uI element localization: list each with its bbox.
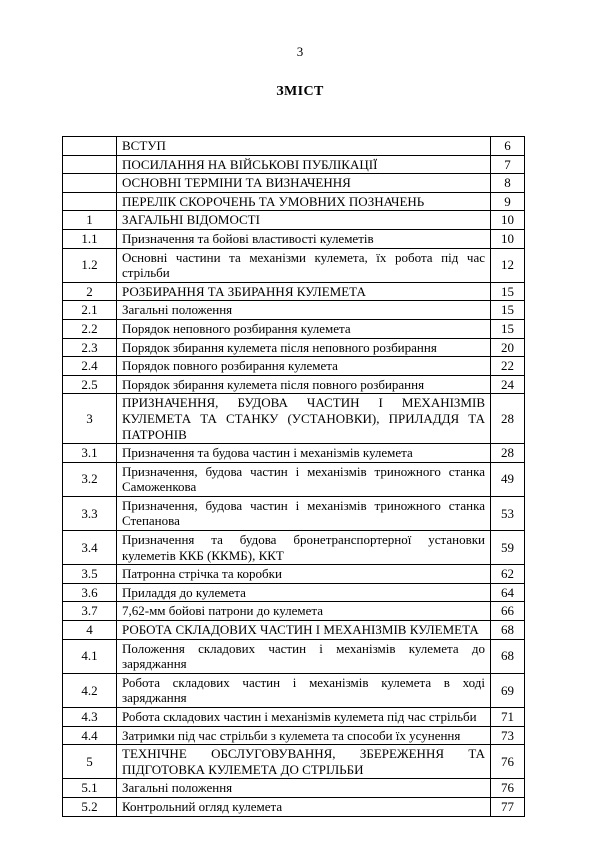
row-section-title: 7,62-мм бойові патрони до кулемета	[117, 602, 491, 621]
row-section-number: 5.2	[63, 797, 117, 816]
row-section-number: 3.3	[63, 496, 117, 530]
row-section-number: 5	[63, 745, 117, 779]
table-row	[63, 394, 525, 444]
table-row	[63, 726, 525, 745]
row-section-number	[63, 137, 117, 156]
row-page-number: 64	[491, 583, 525, 602]
table-row	[63, 282, 525, 301]
row-section-title: ПОСИЛАННЯ НА ВІЙСЬКОВІ ПУБЛІКАЦІЇ	[117, 155, 491, 174]
row-section-number: 4	[63, 621, 117, 640]
row-section-title: Контрольний огляд кулемета	[117, 797, 491, 816]
row-page-number: 15	[491, 301, 525, 320]
row-section-number	[63, 155, 117, 174]
row-section-title: ТЕХНІЧНЕ ОБСЛУГОВУВАННЯ, ЗБЕРЕЖЕННЯ ТА ПІДГОТОВКА КУЛЕМЕТА ДО СТРІЛЬБИ	[117, 745, 491, 779]
row-section-title: Загальні положення	[117, 779, 491, 798]
table-row	[63, 229, 525, 248]
page-title: ЗМІСТ	[276, 84, 324, 99]
table-row	[63, 319, 525, 338]
row-section-title: ОСНОВНІ ТЕРМІНИ ТА ВИЗНАЧЕННЯ	[117, 174, 491, 193]
table-row	[63, 375, 525, 394]
table-row	[63, 745, 525, 779]
row-section-number: 3.2	[63, 462, 117, 496]
table-row	[63, 155, 525, 174]
row-section-number: 2.4	[63, 357, 117, 376]
row-section-title: Порядок неповного розбирання кулемета	[117, 319, 491, 338]
row-section-title: Приладдя до кулемета	[117, 583, 491, 602]
row-page-number: 28	[491, 394, 525, 444]
row-page-number: 22	[491, 357, 525, 376]
row-section-title: Загальні положення	[117, 301, 491, 320]
row-section-number: 3.4	[63, 531, 117, 565]
row-section-title: ЗАГАЛЬНІ ВІДОМОСТІ	[117, 211, 491, 230]
row-section-number: 2.2	[63, 319, 117, 338]
row-page-number: 28	[491, 444, 525, 463]
row-page-number: 73	[491, 726, 525, 745]
table-row	[63, 639, 525, 673]
row-page-number: 12	[491, 248, 525, 282]
table-row	[63, 211, 525, 230]
row-section-title: Робота складових частин і механізмів кулемета під час стрільби	[117, 708, 491, 727]
row-section-number: 3.6	[63, 583, 117, 602]
row-section-title: Призначення та бойові властивості кулеметів	[117, 229, 491, 248]
table-row	[63, 673, 525, 707]
table-row	[63, 444, 525, 463]
table-row	[63, 797, 525, 816]
table-row	[63, 583, 525, 602]
row-page-number: 77	[491, 797, 525, 816]
table-row	[63, 496, 525, 530]
row-section-number: 4.4	[63, 726, 117, 745]
row-page-number: 6	[491, 137, 525, 156]
row-page-number: 24	[491, 375, 525, 394]
row-section-title: Призначення, будова частин і механізмів триножного станка Саможенкова	[117, 462, 491, 496]
row-section-title: Порядок збирання кулемета після неповного розбирання	[117, 338, 491, 357]
row-section-title: ПЕРЕЛІК СКОРОЧЕНЬ ТА УМОВНИХ ПОЗНАЧЕНЬ	[117, 192, 491, 211]
row-page-number: 49	[491, 462, 525, 496]
row-section-number: 3.7	[63, 602, 117, 621]
table-row	[63, 531, 525, 565]
table-row	[63, 621, 525, 640]
toc-table	[62, 136, 525, 817]
row-section-number: 4.3	[63, 708, 117, 727]
row-section-number: 4.2	[63, 673, 117, 707]
row-section-title: Призначення та будова бронетранспортерної установки кулеметів ККБ (ККМБ), ККТ	[117, 531, 491, 565]
table-row	[63, 174, 525, 193]
row-section-title: Робота складових частин і механізмів кулемета в ході заряджання	[117, 673, 491, 707]
row-section-number: 3	[63, 394, 117, 444]
row-page-number: 68	[491, 621, 525, 640]
row-section-number: 5.1	[63, 779, 117, 798]
row-section-number: 4.1	[63, 639, 117, 673]
row-page-number: 10	[491, 211, 525, 230]
row-section-title: Порядок збирання кулемета після повного розбирання	[117, 375, 491, 394]
row-section-title: Порядок повного розбирання кулемета	[117, 357, 491, 376]
row-section-title: РОБОТА СКЛАДОВИХ ЧАСТИН І МЕХАНІЗМІВ КУЛЕМЕТА	[117, 621, 491, 640]
row-page-number: 76	[491, 745, 525, 779]
row-section-title: ПРИЗНАЧЕННЯ, БУДОВА ЧАСТИН І МЕХАНІЗМІВ КУЛЕМЕТА ТА СТАНКУ (УСТАНОВКИ), ПРИЛАДДЯ ТА ПАТРОНІВ	[117, 394, 491, 444]
row-section-number: 2.3	[63, 338, 117, 357]
page-number: 3	[296, 44, 304, 59]
table-row	[63, 462, 525, 496]
table-row	[63, 301, 525, 320]
row-page-number: 53	[491, 496, 525, 530]
table-row	[63, 708, 525, 727]
row-section-number: 1.2	[63, 248, 117, 282]
row-page-number: 59	[491, 531, 525, 565]
row-page-number: 9	[491, 192, 525, 211]
row-section-title: Положення складових частин і механізмів кулемета до заряджання	[117, 639, 491, 673]
row-section-number: 2.5	[63, 375, 117, 394]
row-page-number: 10	[491, 229, 525, 248]
table-row	[63, 779, 525, 798]
table-row	[63, 357, 525, 376]
row-page-number: 7	[491, 155, 525, 174]
toc-body	[63, 137, 525, 817]
row-page-number: 71	[491, 708, 525, 727]
row-page-number: 15	[491, 282, 525, 301]
row-section-number: 1	[63, 211, 117, 230]
row-section-number: 1.1	[63, 229, 117, 248]
row-section-title: Основні частини та механізми кулемета, їх робота під час стрільби	[117, 248, 491, 282]
row-section-number: 2	[63, 282, 117, 301]
row-page-number: 68	[491, 639, 525, 673]
row-page-number: 8	[491, 174, 525, 193]
table-row	[63, 338, 525, 357]
row-section-title: Затримки під час стрільби з кулемета та способи їх усунення	[117, 726, 491, 745]
row-section-number: 3.1	[63, 444, 117, 463]
row-section-title: РОЗБИРАННЯ ТА ЗБИРАННЯ КУЛЕМЕТА	[117, 282, 491, 301]
row-page-number: 76	[491, 779, 525, 798]
row-page-number: 62	[491, 565, 525, 584]
table-row	[63, 602, 525, 621]
row-page-number: 20	[491, 338, 525, 357]
row-section-title: ВСТУП	[117, 137, 491, 156]
row-section-title: Призначення, будова частин і механізмів триножного станка Степанова	[117, 496, 491, 530]
row-section-title: Призначення та будова частин і механізмів кулемета	[117, 444, 491, 463]
row-page-number: 66	[491, 602, 525, 621]
row-section-number	[63, 192, 117, 211]
table-row	[63, 137, 525, 156]
table-row	[63, 565, 525, 584]
table-row	[63, 192, 525, 211]
row-section-number: 2.1	[63, 301, 117, 320]
row-section-number: 3.5	[63, 565, 117, 584]
row-page-number: 69	[491, 673, 525, 707]
row-page-number: 15	[491, 319, 525, 338]
table-row	[63, 248, 525, 282]
row-section-title: Патронна стрічка та коробки	[117, 565, 491, 584]
row-section-number	[63, 174, 117, 193]
